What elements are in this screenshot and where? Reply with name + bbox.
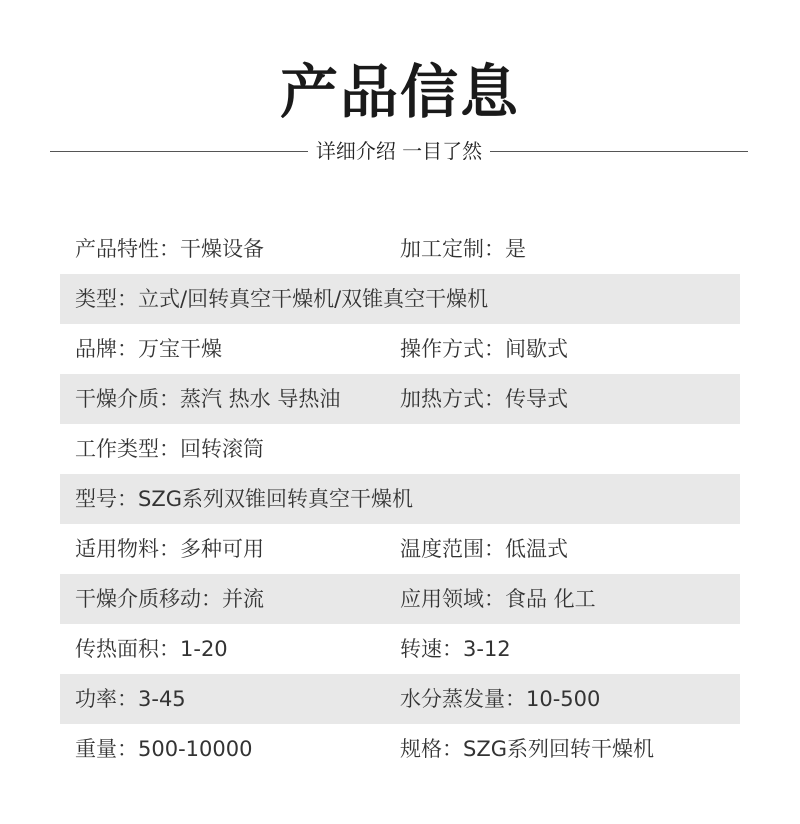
spec-row-power bbox=[60, 674, 740, 724]
spec-temperature-range: 温度范围：低温式 bbox=[400, 537, 568, 561]
spec-drying-medium: 干燥介质：蒸汽 热水 导热油 bbox=[75, 387, 341, 411]
spec-row-weight bbox=[60, 724, 740, 774]
spec-product-feature: 产品特性：干燥设备 bbox=[75, 237, 264, 261]
spec-type: 类型：立式/回转真空干燥机/双锥真空干燥机 bbox=[75, 287, 489, 311]
spec-specification: 规格：SZG系列回转干燥机 bbox=[400, 737, 654, 761]
spec-row-work-type bbox=[60, 424, 740, 474]
spec-row-material bbox=[60, 524, 740, 574]
spec-row-area bbox=[60, 624, 740, 674]
spec-applicable-material: 适用物料：多种可用 bbox=[75, 537, 264, 561]
subtitle-row bbox=[50, 138, 748, 164]
spec-work-type: 工作类型：回转滚筒 bbox=[75, 437, 264, 461]
spec-custom-processing: 加工定制：是 bbox=[400, 237, 526, 261]
spec-model: 型号：SZG系列双锥回转真空干燥机 bbox=[75, 487, 413, 511]
left-divider bbox=[50, 151, 308, 152]
page-title: 产品信息 bbox=[279, 58, 520, 126]
spec-application-field: 应用领域：食品 化工 bbox=[400, 587, 596, 611]
spec-brand: 品牌：万宝干燥 bbox=[75, 337, 222, 361]
spec-row-features bbox=[60, 224, 740, 274]
spec-weight: 重量：500-10000 bbox=[75, 737, 253, 761]
right-divider bbox=[490, 151, 748, 152]
spec-operation-mode: 操作方式：间歇式 bbox=[400, 337, 568, 361]
spec-row-flow bbox=[60, 574, 740, 624]
spec-row-brand bbox=[60, 324, 740, 374]
spec-rotation-speed: 转速：3-12 bbox=[400, 637, 511, 661]
spec-heating-method: 加热方式：传导式 bbox=[400, 387, 568, 411]
spec-heat-transfer-area: 传热面积：1-20 bbox=[75, 637, 228, 661]
subtitle: 详细介绍 一目了然 bbox=[315, 139, 483, 163]
spec-row-medium bbox=[60, 374, 740, 424]
spec-medium-flow: 干燥介质移动：并流 bbox=[75, 587, 264, 611]
spec-row-type bbox=[60, 274, 740, 324]
spec-row-model bbox=[60, 474, 740, 524]
spec-table bbox=[60, 224, 740, 774]
spec-evaporation: 水分蒸发量：10-500 bbox=[400, 687, 601, 711]
spec-power: 功率：3-45 bbox=[75, 687, 186, 711]
